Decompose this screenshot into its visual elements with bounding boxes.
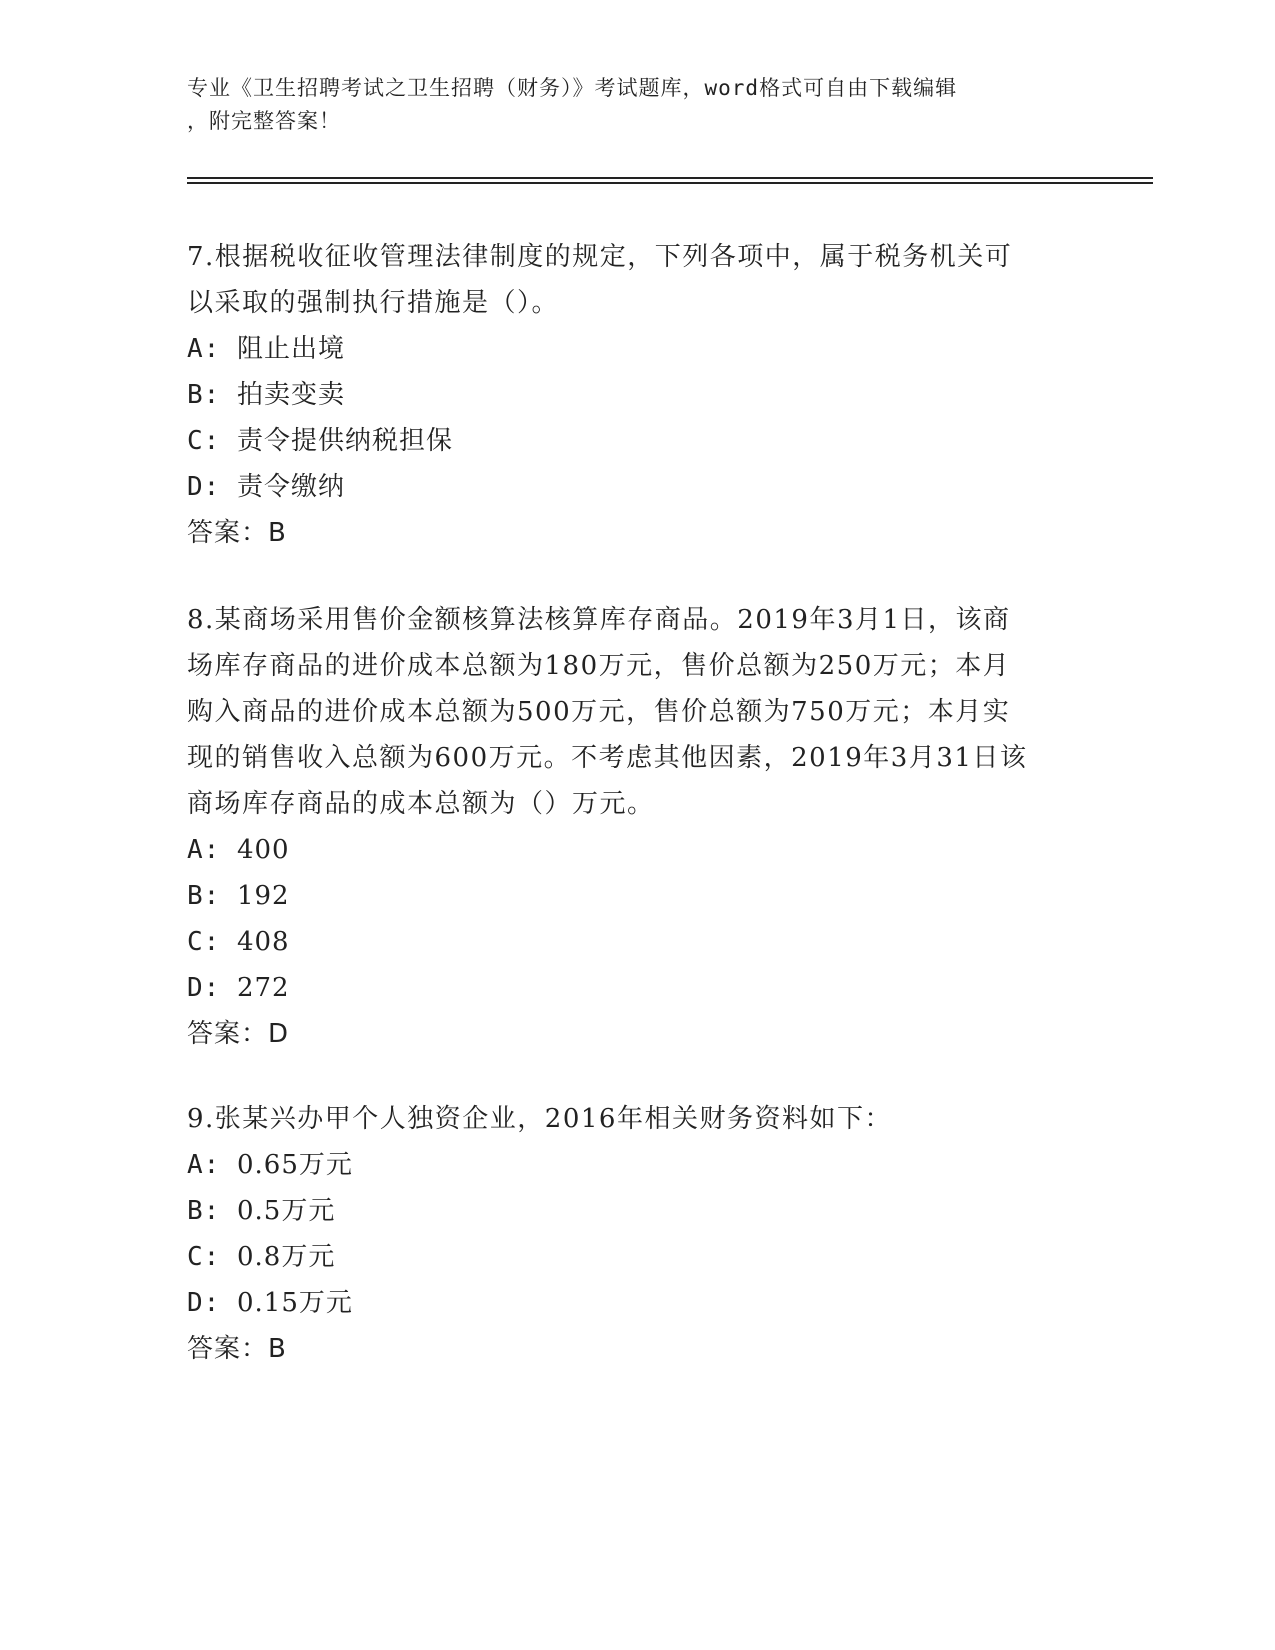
option-text: 272 (236, 973, 290, 1003)
option-text: 责令提供纳税担保 (236, 426, 453, 456)
stem-line: 以采取的强制执行措施是（）。 (187, 288, 560, 318)
option-text: 408 (236, 927, 290, 957)
header-line-1: 专业《卫生招聘考试之卫生招聘（财务）》考试题库，word格式可自由下载编辑 (187, 76, 958, 100)
question-7 (187, 234, 1087, 556)
option-text: 0.65万元 (236, 1150, 353, 1180)
stem-line: 购入商品的进价成本总额为500万元，售价总额为750万元；本月实 (187, 697, 1011, 727)
option-label: B: (187, 881, 221, 911)
stem-line: 7.根据税收征收管理法律制度的规定，下列各项中，属于税务机关可 (187, 242, 1013, 272)
option-label: B: (187, 1196, 221, 1226)
option-text: 拍卖变卖 (236, 380, 345, 410)
stem-line: 场库存商品的进价成本总额为180万元，售价总额为250万元；本月 (187, 651, 1011, 681)
option-text: 0.5万元 (236, 1196, 336, 1226)
option-label: D: (187, 472, 221, 502)
option-text: 0.8万元 (236, 1242, 336, 1272)
option-c (187, 919, 1087, 965)
answer: 答案：B (187, 1334, 287, 1364)
option-text: 责令缴纳 (236, 472, 345, 502)
option-b (187, 873, 1087, 919)
option-label: C: (187, 1242, 221, 1272)
option-d (187, 1280, 1087, 1326)
answer: 答案：B (187, 518, 287, 548)
option-label: C: (187, 426, 221, 456)
question-stem (187, 234, 1087, 326)
document-header (187, 72, 1067, 138)
option-text: 192 (236, 881, 290, 911)
option-a (187, 827, 1087, 873)
option-a (187, 326, 1087, 372)
option-b (187, 372, 1087, 418)
option-text: 400 (236, 835, 290, 865)
option-a (187, 1142, 1087, 1188)
option-b (187, 1188, 1087, 1234)
question-9 (187, 1096, 1087, 1372)
question-stem (187, 597, 1087, 827)
stem-line: 商场库存商品的成本总额为（）万元。 (187, 789, 655, 819)
option-c (187, 418, 1087, 464)
option-d (187, 965, 1087, 1011)
option-text: 0.15万元 (236, 1288, 353, 1318)
option-label: A: (187, 334, 221, 364)
header-line-2: ，附完整答案！ (187, 109, 341, 133)
option-d (187, 464, 1087, 510)
option-text: 阻止出境 (236, 334, 345, 364)
option-label: A: (187, 1150, 221, 1180)
header-divider-top (187, 177, 1153, 179)
option-label: C: (187, 927, 221, 957)
option-label: D: (187, 973, 221, 1003)
question-stem (187, 1096, 1087, 1142)
option-label: A: (187, 835, 221, 865)
header-divider-bottom (187, 182, 1153, 184)
option-label: D: (187, 1288, 221, 1318)
stem-line: 9.张某兴办甲个人独资企业，2016年相关财务资料如下： (187, 1104, 892, 1134)
option-label: B: (187, 380, 221, 410)
answer: 答案：D (187, 1019, 290, 1049)
stem-line: 现的销售收入总额为600万元。不考虑其他因素，2019年3月31日该 (187, 743, 1028, 773)
question-8 (187, 597, 1087, 1057)
option-c (187, 1234, 1087, 1280)
stem-line: 8.某商场采用售价金额核算法核算库存商品。2019年3月1日，该商 (187, 605, 1011, 635)
